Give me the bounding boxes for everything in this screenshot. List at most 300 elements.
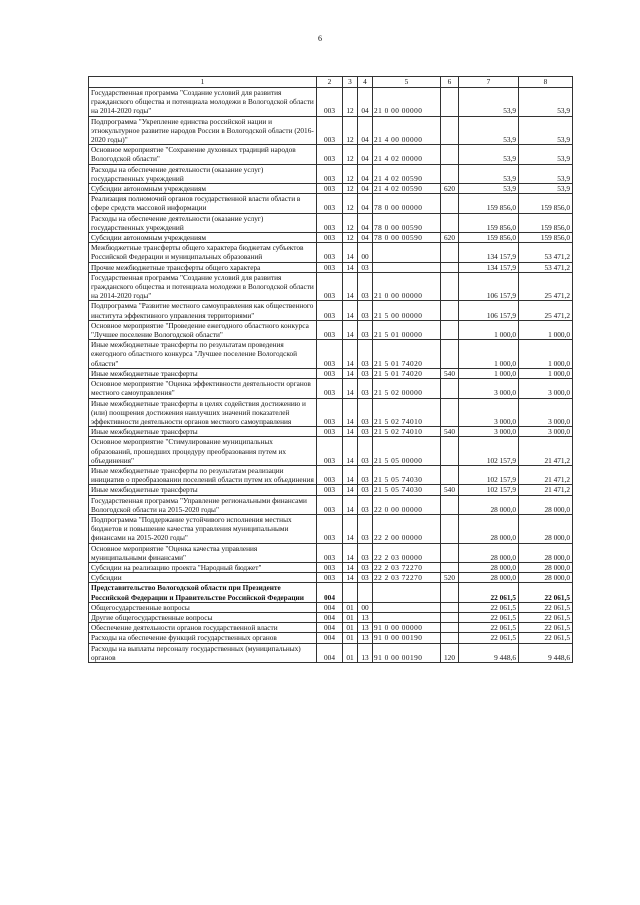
cell-subsection: 03 [358, 465, 373, 484]
cell-target-article [373, 612, 441, 622]
cell-subsection: 03 [358, 368, 373, 378]
cell-section: 01 [343, 612, 358, 622]
cell-ministry-code: 003 [317, 562, 343, 572]
table-row [89, 427, 573, 437]
cell-amount-1: 159 856,0 [459, 194, 519, 213]
cell-section: 12 [343, 88, 358, 117]
cell-ministry-code: 003 [317, 427, 343, 437]
budget-table [88, 76, 573, 663]
table-row [89, 379, 573, 398]
cell-expense-type: 620 [441, 184, 459, 194]
cell-section: 14 [343, 262, 358, 272]
cell-amount-1: 102 157,9 [459, 485, 519, 495]
cell-amount-2: 159 856,0 [519, 233, 573, 243]
table-row [89, 184, 573, 194]
cell-subsection: 03 [358, 437, 373, 466]
cell-section: 14 [343, 320, 358, 339]
table-row [89, 116, 573, 145]
cell-ministry-code: 003 [317, 301, 343, 320]
cell-amount-1: 102 157,9 [459, 437, 519, 466]
cell-ministry-code: 003 [317, 262, 343, 272]
cell-amount-1: 28 000,0 [459, 562, 519, 572]
cell-name: Основное мероприятие "Стимулирование муниципальных образований, прошедших процедуру преобразования путем их объединения" [89, 437, 317, 466]
cell-amount-2: 53,9 [519, 145, 573, 164]
cell-subsection: 00 [358, 243, 373, 262]
cell-name: Расходы на обеспечение деятельности (оказание услуг) государственных учреждений [89, 213, 317, 232]
cell-section: 01 [343, 602, 358, 612]
cell-name: Обеспечение деятельности органов государственной власти [89, 623, 317, 633]
cell-target-article: 21 5 02 00000 [373, 379, 441, 398]
cell-subsection: 03 [358, 262, 373, 272]
cell-ministry-code: 003 [317, 164, 343, 183]
cell-name: Подпрограмма "Развитие местного самоуправления как общественного института эффективного управления территориями" [89, 301, 317, 320]
table-row [89, 612, 573, 622]
cell-subsection: 13 [358, 633, 373, 643]
cell-name: Подпрограмма "Укрепление единства российской нации и этнокультурное развитие народов России в Вологодской области (2016-2020 годы)" [89, 116, 317, 145]
cell-target-article: 22 2 03 72270 [373, 573, 441, 583]
cell-target-article [373, 243, 441, 262]
cell-expense-type: 520 [441, 573, 459, 583]
cell-name: Государственная программа "Создание условий для развития гражданского общества и потенциала молодежи в Вологодской области на 2014-2020 годы" [89, 272, 317, 301]
cell-amount-2: 25 471,2 [519, 272, 573, 301]
cell-amount-1: 22 061,5 [459, 633, 519, 643]
header-cell: 5 [373, 77, 441, 88]
table-row [89, 213, 573, 232]
cell-target-article [373, 602, 441, 612]
cell-section: 14 [343, 514, 358, 543]
cell-expense-type: 540 [441, 427, 459, 437]
cell-amount-2: 22 061,5 [519, 623, 573, 633]
cell-ministry-code: 003 [317, 368, 343, 378]
cell-amount-1: 3 000,0 [459, 398, 519, 427]
cell-amount-1: 159 856,0 [459, 213, 519, 232]
cell-ministry-code: 003 [317, 485, 343, 495]
cell-amount-2: 28 000,0 [519, 573, 573, 583]
table-row [89, 602, 573, 612]
cell-name: Реализация полномочий органов государственной власти области в сфере средств массовой информации [89, 194, 317, 213]
cell-amount-2: 53,9 [519, 88, 573, 117]
cell-section: 12 [343, 213, 358, 232]
cell-amount-1: 134 157,9 [459, 243, 519, 262]
cell-subsection: 03 [358, 427, 373, 437]
cell-amount-2: 22 061,5 [519, 612, 573, 622]
cell-target-article [373, 583, 441, 602]
cell-subsection: 04 [358, 88, 373, 117]
table-row [89, 368, 573, 378]
cell-name: Субсидии автономным учреждениям [89, 184, 317, 194]
cell-name: Субсидии автономным учреждениям [89, 233, 317, 243]
cell-ministry-code: 003 [317, 465, 343, 484]
cell-subsection: 13 [358, 612, 373, 622]
cell-amount-1: 53,9 [459, 164, 519, 183]
cell-section: 12 [343, 194, 358, 213]
cell-expense-type: 540 [441, 485, 459, 495]
cell-amount-2: 21 471,2 [519, 437, 573, 466]
header-cell: 3 [343, 77, 358, 88]
cell-expense-type [441, 145, 459, 164]
cell-ministry-code: 003 [317, 543, 343, 562]
cell-ministry-code: 003 [317, 194, 343, 213]
cell-expense-type [441, 495, 459, 514]
cell-section: 12 [343, 233, 358, 243]
cell-section: 14 [343, 301, 358, 320]
table-row [89, 272, 573, 301]
cell-expense-type [441, 340, 459, 369]
cell-target-article: 21 4 00 00000 [373, 116, 441, 145]
cell-expense-type: 120 [441, 643, 459, 662]
cell-ministry-code: 004 [317, 623, 343, 633]
cell-subsection: 13 [358, 623, 373, 633]
table-row [89, 194, 573, 213]
cell-amount-1: 102 157,9 [459, 465, 519, 484]
cell-name: Государственная программа "Управление региональными финансами Вологодской области на 2015-2020 годы" [89, 495, 317, 514]
cell-amount-1: 1 000,0 [459, 368, 519, 378]
table-row [89, 340, 573, 369]
cell-amount-2: 3 000,0 [519, 427, 573, 437]
cell-ministry-code: 004 [317, 633, 343, 643]
cell-subsection: 04 [358, 213, 373, 232]
cell-expense-type [441, 243, 459, 262]
cell-target-article: 21 0 00 00000 [373, 88, 441, 117]
cell-expense-type [441, 602, 459, 612]
table-row [89, 583, 573, 602]
cell-expense-type [441, 272, 459, 301]
cell-amount-1: 9 448,6 [459, 643, 519, 662]
header-cell: 2 [317, 77, 343, 88]
cell-target-article [373, 262, 441, 272]
cell-amount-2: 22 061,5 [519, 633, 573, 643]
cell-section: 01 [343, 643, 358, 662]
cell-ministry-code: 003 [317, 272, 343, 301]
table-row [89, 243, 573, 262]
cell-amount-2: 28 000,0 [519, 514, 573, 543]
cell-subsection: 04 [358, 194, 373, 213]
cell-name: Иные межбюджетные трансферты в целях содействия достижению и (или) поощрения достижения наилучших значений показателей эффективности деятельности органов местного самоуправления [89, 398, 317, 427]
cell-amount-2: 159 856,0 [519, 194, 573, 213]
cell-target-article: 78 0 00 00590 [373, 233, 441, 243]
cell-subsection: 03 [358, 543, 373, 562]
cell-expense-type [441, 116, 459, 145]
table-row [89, 262, 573, 272]
cell-target-article: 91 0 00 00190 [373, 633, 441, 643]
cell-expense-type [441, 514, 459, 543]
cell-name: Иные межбюджетные трансферты [89, 427, 317, 437]
table-row [89, 495, 573, 514]
cell-amount-1: 28 000,0 [459, 543, 519, 562]
cell-target-article: 21 4 02 00000 [373, 145, 441, 164]
cell-amount-1: 159 856,0 [459, 233, 519, 243]
cell-target-article: 21 5 05 74030 [373, 485, 441, 495]
cell-amount-1: 106 157,9 [459, 301, 519, 320]
cell-amount-2: 3 000,0 [519, 379, 573, 398]
cell-target-article: 78 0 00 00590 [373, 213, 441, 232]
cell-subsection: 04 [358, 145, 373, 164]
cell-amount-1: 22 061,5 [459, 602, 519, 612]
cell-target-article: 22 2 03 72270 [373, 562, 441, 572]
table-body [89, 88, 573, 663]
cell-target-article: 22 2 00 00000 [373, 514, 441, 543]
cell-name: Субсидии на реализацию проекта "Народный бюджет" [89, 562, 317, 572]
table-row [89, 514, 573, 543]
table-row [89, 562, 573, 572]
cell-amount-1: 28 000,0 [459, 573, 519, 583]
cell-target-article: 22 0 00 00000 [373, 495, 441, 514]
table-row [89, 543, 573, 562]
cell-expense-type [441, 562, 459, 572]
cell-name: Межбюджетные трансферты общего характера бюджетам субъектов Российской Федерации и муниципальных образований [89, 243, 317, 262]
cell-amount-2: 53,9 [519, 164, 573, 183]
cell-expense-type [441, 583, 459, 602]
cell-amount-1: 1 000,0 [459, 320, 519, 339]
cell-expense-type [441, 398, 459, 427]
cell-target-article: 21 5 01 00000 [373, 320, 441, 339]
header-cell: 6 [441, 77, 459, 88]
cell-name: Основное мероприятие "Оценка эффективности деятельности органов местного самоуправления" [89, 379, 317, 398]
cell-amount-1: 22 061,5 [459, 612, 519, 622]
cell-expense-type [441, 213, 459, 232]
cell-ministry-code: 003 [317, 495, 343, 514]
cell-subsection: 04 [358, 184, 373, 194]
cell-target-article: 91 0 00 00190 [373, 643, 441, 662]
cell-expense-type [441, 379, 459, 398]
cell-amount-2: 1 000,0 [519, 368, 573, 378]
cell-subsection: 03 [358, 495, 373, 514]
cell-name: Подпрограмма "Поддержание устойчивого исполнения местных бюджетов и повышение качества управления муниципальными финансами на 2015-2020 годы" [89, 514, 317, 543]
cell-section: 01 [343, 623, 358, 633]
cell-name: Другие общегосударственные вопросы [89, 612, 317, 622]
cell-expense-type [441, 465, 459, 484]
cell-target-article: 21 5 05 74030 [373, 465, 441, 484]
header-cell: 1 [89, 77, 317, 88]
cell-section: 14 [343, 543, 358, 562]
cell-target-article: 21 4 02 00590 [373, 184, 441, 194]
cell-amount-2: 3 000,0 [519, 398, 573, 427]
cell-name: Основное мероприятие "Сохранение духовных традиций народов Вологодской области" [89, 145, 317, 164]
cell-subsection: 03 [358, 514, 373, 543]
cell-ministry-code: 003 [317, 398, 343, 427]
cell-name: Иные межбюджетные трансферты по результатам реализации инициатив о преобразовании поселений области путем их объединения [89, 465, 317, 484]
cell-section: 14 [343, 379, 358, 398]
cell-name: Иные межбюджетные трансферты [89, 368, 317, 378]
cell-target-article: 78 0 00 00000 [373, 194, 441, 213]
cell-expense-type [441, 194, 459, 213]
cell-expense-type [441, 262, 459, 272]
cell-expense-type: 620 [441, 233, 459, 243]
cell-amount-2: 53,9 [519, 116, 573, 145]
cell-target-article: 21 5 05 00000 [373, 437, 441, 466]
cell-target-article: 21 5 02 74010 [373, 427, 441, 437]
cell-amount-2: 21 471,2 [519, 465, 573, 484]
cell-section: 01 [343, 633, 358, 643]
cell-name: Прочие межбюджетные трансферты общего характера [89, 262, 317, 272]
cell-section: 14 [343, 562, 358, 572]
cell-ministry-code: 003 [317, 320, 343, 339]
cell-amount-2: 22 061,5 [519, 583, 573, 602]
cell-name: Основное мероприятие "Проведение ежегодного областного конкурса "Лучшее поселение Вологодской области" [89, 320, 317, 339]
cell-amount-1: 53,9 [459, 145, 519, 164]
cell-ministry-code: 003 [317, 88, 343, 117]
cell-expense-type: 540 [441, 368, 459, 378]
table-row [89, 573, 573, 583]
table-row [89, 465, 573, 484]
cell-subsection: 04 [358, 233, 373, 243]
cell-amount-2: 53 471,2 [519, 262, 573, 272]
cell-name: Основное мероприятие "Оценка качества управления муниципальными финансами" [89, 543, 317, 562]
cell-amount-1: 22 061,5 [459, 583, 519, 602]
cell-section: 12 [343, 145, 358, 164]
cell-ministry-code: 003 [317, 379, 343, 398]
cell-section: 14 [343, 340, 358, 369]
table-row [89, 301, 573, 320]
cell-ministry-code: 003 [317, 437, 343, 466]
header-cell: 7 [459, 77, 519, 88]
table-row [89, 623, 573, 633]
cell-name: Государственная программа "Создание условий для развития гражданского общества и потенциала молодежи в Вологодской области на 2014-2020 годы" [89, 88, 317, 117]
cell-expense-type [441, 88, 459, 117]
table-row [89, 88, 573, 117]
cell-ministry-code: 003 [317, 184, 343, 194]
cell-ministry-code: 003 [317, 243, 343, 262]
cell-ministry-code: 003 [317, 213, 343, 232]
cell-target-article: 91 0 00 00000 [373, 623, 441, 633]
cell-section: 14 [343, 272, 358, 301]
cell-amount-2: 25 471,2 [519, 301, 573, 320]
table-row [89, 437, 573, 466]
cell-section: 14 [343, 485, 358, 495]
cell-subsection: 03 [358, 272, 373, 301]
cell-ministry-code: 004 [317, 583, 343, 602]
cell-section: 14 [343, 243, 358, 262]
cell-section: 14 [343, 465, 358, 484]
table-row [89, 145, 573, 164]
cell-target-article: 21 4 02 00590 [373, 164, 441, 183]
cell-section: 12 [343, 116, 358, 145]
cell-name: Расходы на обеспечение функций государственных органов [89, 633, 317, 643]
table-header-row [89, 77, 573, 88]
cell-subsection: 04 [358, 164, 373, 183]
cell-section: 14 [343, 437, 358, 466]
table-row [89, 643, 573, 662]
cell-amount-1: 22 061,5 [459, 623, 519, 633]
cell-subsection: 03 [358, 340, 373, 369]
cell-subsection: 03 [358, 379, 373, 398]
cell-name: Иные межбюджетные трансферты по результатам проведения ежегодного областного конкурса "Лучшее поселение Вологодской области" [89, 340, 317, 369]
cell-expense-type [441, 543, 459, 562]
cell-expense-type [441, 612, 459, 622]
cell-ministry-code: 004 [317, 643, 343, 662]
cell-amount-2: 1 000,0 [519, 340, 573, 369]
cell-subsection: 00 [358, 602, 373, 612]
cell-target-article: 21 5 01 74020 [373, 368, 441, 378]
cell-section [343, 583, 358, 602]
cell-subsection: 03 [358, 573, 373, 583]
cell-name: Расходы на выплаты персоналу государственных (муниципальных) органов [89, 643, 317, 662]
cell-amount-1: 28 000,0 [459, 495, 519, 514]
cell-amount-1: 28 000,0 [459, 514, 519, 543]
cell-amount-2: 22 061,5 [519, 602, 573, 612]
cell-subsection: 04 [358, 116, 373, 145]
cell-target-article: 21 5 00 00000 [373, 301, 441, 320]
cell-expense-type [441, 320, 459, 339]
cell-subsection: 03 [358, 301, 373, 320]
cell-amount-2: 53,9 [519, 184, 573, 194]
header-cell: 4 [358, 77, 373, 88]
cell-ministry-code: 003 [317, 340, 343, 369]
cell-subsection: 03 [358, 562, 373, 572]
cell-subsection: 03 [358, 398, 373, 427]
cell-section: 14 [343, 368, 358, 378]
cell-amount-2: 159 856,0 [519, 213, 573, 232]
cell-section: 14 [343, 573, 358, 583]
table-row [89, 164, 573, 183]
cell-ministry-code: 003 [317, 573, 343, 583]
cell-subsection: 03 [358, 320, 373, 339]
cell-section: 12 [343, 184, 358, 194]
cell-amount-2: 28 000,0 [519, 543, 573, 562]
cell-ministry-code: 003 [317, 116, 343, 145]
cell-target-article: 22 2 03 00000 [373, 543, 441, 562]
cell-amount-1: 53,9 [459, 184, 519, 194]
cell-amount-2: 28 000,0 [519, 562, 573, 572]
cell-name: Расходы на обеспечение деятельности (оказание услуг) государственных учреждений [89, 164, 317, 183]
cell-ministry-code: 003 [317, 233, 343, 243]
table-row [89, 633, 573, 643]
cell-target-article: 21 5 02 74010 [373, 398, 441, 427]
table-row [89, 485, 573, 495]
cell-amount-1: 106 157,9 [459, 272, 519, 301]
header-cell: 8 [519, 77, 573, 88]
cell-expense-type [441, 301, 459, 320]
table-row [89, 233, 573, 243]
cell-expense-type [441, 623, 459, 633]
cell-expense-type [441, 437, 459, 466]
cell-section: 14 [343, 495, 358, 514]
cell-subsection: 03 [358, 485, 373, 495]
cell-target-article: 21 5 01 74020 [373, 340, 441, 369]
cell-section: 12 [343, 164, 358, 183]
cell-name: Общегосударственные вопросы [89, 602, 317, 612]
cell-amount-1: 134 157,9 [459, 262, 519, 272]
cell-amount-2: 28 000,0 [519, 495, 573, 514]
cell-amount-2: 1 000,0 [519, 320, 573, 339]
cell-amount-1: 53,9 [459, 88, 519, 117]
cell-amount-1: 53,9 [459, 116, 519, 145]
cell-section: 14 [343, 398, 358, 427]
cell-section: 14 [343, 427, 358, 437]
cell-name: Субсидии [89, 573, 317, 583]
cell-expense-type [441, 633, 459, 643]
page-number: 6 [318, 34, 322, 43]
cell-amount-2: 21 471,2 [519, 485, 573, 495]
cell-amount-2: 9 448,6 [519, 643, 573, 662]
cell-amount-1: 1 000,0 [459, 340, 519, 369]
cell-target-article: 21 0 00 00000 [373, 272, 441, 301]
table-row [89, 320, 573, 339]
cell-amount-1: 3 000,0 [459, 427, 519, 437]
cell-name: Представительство Вологодской области при Президенте Российской Федерации и Правительстве Российской Федерации [89, 583, 317, 602]
cell-subsection [358, 583, 373, 602]
cell-ministry-code: 004 [317, 612, 343, 622]
cell-expense-type [441, 164, 459, 183]
cell-amount-1: 3 000,0 [459, 379, 519, 398]
cell-name: Иные межбюджетные трансферты [89, 485, 317, 495]
cell-ministry-code: 003 [317, 514, 343, 543]
table-row [89, 398, 573, 427]
cell-amount-2: 53 471,2 [519, 243, 573, 262]
cell-subsection: 13 [358, 643, 373, 662]
cell-ministry-code: 004 [317, 602, 343, 612]
cell-ministry-code: 003 [317, 145, 343, 164]
